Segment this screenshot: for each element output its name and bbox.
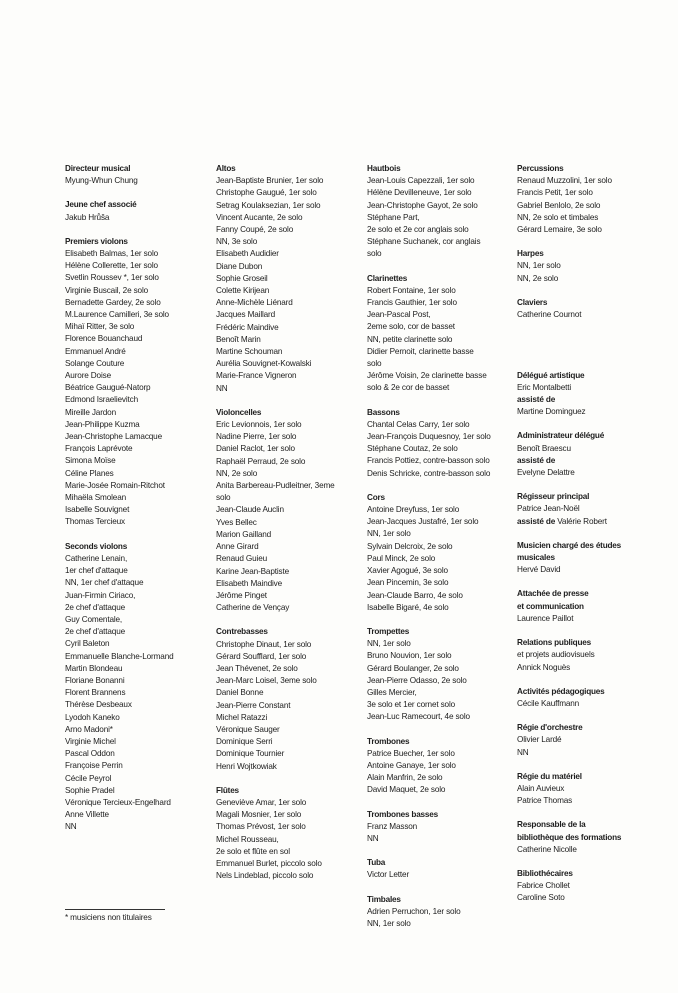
staff-line: Bruno Nouvion, 1er solo	[367, 651, 452, 661]
staff-line: Karine Jean-Baptiste	[216, 566, 290, 576]
staff-line: solo	[216, 493, 231, 503]
staff-line: Aurore Doise	[65, 371, 111, 381]
staff-line: NN	[517, 747, 529, 757]
staff-line: Anita Barbereau-Pudleitner, 3eme	[216, 481, 335, 491]
section-title: Trompettes	[367, 626, 410, 636]
staff-line: Elisabeth Audidier	[216, 249, 279, 259]
section-title: Régie d'orchestre	[517, 723, 583, 733]
staff-line: Jean-Pascal Post,	[367, 310, 431, 320]
staff-section	[517, 868, 667, 905]
staff-line: Yves Bellec	[216, 517, 257, 527]
staff-line: Béatrice Gaugué-Natorp	[65, 383, 151, 393]
staff-line: Benoît Braescu	[517, 443, 571, 453]
staff-line: Cécile Kauffmann	[517, 698, 580, 708]
staff-line: Jean-François Duquesnoy, 1er solo	[367, 432, 491, 442]
section-title: Activités pédagogiques	[517, 686, 605, 696]
staff-line: Patrice Jean-Noël	[517, 504, 580, 514]
staff-line: Caroline Soto	[517, 893, 565, 903]
staff-section	[367, 163, 509, 261]
staff-line: Didier Pernoit, clarinette basse	[367, 346, 474, 356]
section-title: Administrateur délégué	[517, 431, 605, 441]
staff-line: Florent Brannens	[65, 688, 126, 698]
staff-section	[65, 541, 205, 834]
staff-line: 2e solo et flûte en sol	[216, 846, 290, 856]
staff-line: NN, petite clarinette solo	[367, 334, 453, 344]
staff-line: Laurence Paillot	[517, 613, 574, 623]
staff-line: Jean-Christophe Gayot, 2e solo	[367, 200, 478, 210]
section-title: Régie du matériel	[517, 771, 582, 781]
staff-line: solo	[367, 359, 382, 369]
staff-line: Daniel Raclot, 1er solo	[216, 444, 295, 454]
section-title: Responsable de la	[517, 820, 586, 830]
staff-line: Jean-Christophe Lamacque	[65, 432, 162, 442]
staff-section	[517, 163, 667, 236]
staff-line: Juan-Firmin Ciriaco,	[65, 590, 136, 600]
section-title-cont: et communication	[517, 601, 584, 611]
staff-section	[367, 736, 509, 797]
section-title: Premiers violons	[65, 236, 128, 246]
section-title: Trombones basses	[367, 809, 438, 819]
staff-line: Dominique Tournier	[216, 749, 285, 759]
staff-line: Cécile Peyrol	[65, 773, 112, 783]
staff-section	[216, 785, 356, 883]
section-title: Bassons	[367, 407, 400, 417]
staff-line: Franz Masson	[367, 821, 418, 831]
staff-line: Dominique Serri	[216, 737, 273, 747]
staff-line: Alain Auvieux	[517, 783, 565, 793]
section-title: Cors	[367, 492, 385, 502]
staff-line: Hélène Collerette, 1er solo	[65, 261, 158, 271]
assistant-label: assisté de	[517, 455, 556, 465]
staff-line: Renaud Guieu	[216, 554, 268, 564]
staff-line: Jérôme Pinget	[216, 590, 267, 600]
staff-line: Anne Villette	[65, 810, 109, 820]
section-title: Violoncelles	[216, 407, 262, 417]
staff-line: Fanny Coupé, 2e solo	[216, 225, 294, 235]
section-title: Directeur musical	[65, 164, 131, 173]
staff-line: Elisabeth Balmas, 1er solo	[65, 249, 159, 259]
staff-line: Jérôme Voisin, 2e clarinette basse	[367, 371, 487, 381]
staff-line: Paul Minck, 2e solo	[367, 553, 436, 563]
staff-line: Isabelle Souvignet	[65, 505, 130, 515]
section-title: Clarinettes	[367, 273, 408, 283]
column-2	[216, 163, 356, 882]
staff-line: Christophe Gaugué, 1er solo	[216, 188, 317, 198]
staff-line: Gabriel Benlolo, 2e solo	[517, 200, 601, 210]
staff-section	[517, 819, 667, 856]
staff-line: Hervé David	[517, 565, 561, 575]
staff-section	[367, 273, 509, 395]
staff-line: Jean-Louis Capezzali, 1er solo	[367, 176, 475, 186]
staff-line: Guy Comentale,	[65, 614, 123, 624]
staff-line: Raphaël Perraud, 2e solo	[216, 456, 306, 466]
staff-line: François Laprévote	[65, 444, 133, 454]
staff-line: Lyodoh Kaneko	[65, 712, 120, 722]
staff-line: Jacques Maillard	[216, 310, 276, 320]
staff-line: Mihaï Ritter, 3e solo	[65, 322, 135, 332]
staff-line: Gilles Mercier,	[367, 687, 417, 697]
staff-line: David Maquet, 2e solo	[367, 785, 446, 795]
staff-line: Isabelle Bigaré, 4e solo	[367, 602, 449, 612]
staff-line	[517, 394, 667, 406]
staff-line: Thomas Prévost, 1er solo	[216, 822, 306, 832]
staff-line: Jean-Philippe Kuzma	[65, 419, 140, 429]
staff-line: Virginie Buscail, 2e solo	[65, 285, 149, 295]
staff-section	[517, 637, 667, 674]
staff-line: Anne Girard	[216, 542, 259, 552]
staff-line: NN	[65, 822, 77, 832]
staff-line: NN, 1er chef d'attaque	[65, 578, 144, 588]
staff-line: Gérard Soufflard, 1er solo	[216, 651, 307, 661]
staff-line: Annick Noguès	[517, 662, 571, 672]
section-title: Tuba	[367, 858, 386, 868]
staff-line: Catherine de Vençay	[216, 603, 290, 613]
staff-line: Frédéric Maindive	[216, 322, 279, 332]
section-title-cont: bibliothèque des formations	[517, 832, 622, 842]
staff-line: Antoine Dreyfuss, 1er solo	[367, 505, 460, 515]
staff-line: Jean-Pierre Odasso, 2e solo	[367, 675, 467, 685]
column-3	[367, 163, 509, 930]
staff-line: Céline Planes	[65, 468, 114, 478]
staff-line: Myung-Whun Chung	[65, 176, 138, 186]
staff-line	[517, 345, 667, 357]
staff-line: Olivier Lardé	[517, 735, 562, 745]
staff-section	[517, 297, 667, 321]
staff-line: Simona Moïse	[65, 456, 116, 466]
staff-line: Sophie Groseil	[216, 273, 268, 283]
staff-line: 2eme solo, cor de basset	[367, 322, 455, 332]
staff-line: Patrice Buecher, 1er solo	[367, 748, 455, 758]
staff-section	[216, 163, 356, 395]
staff-line: et projets audiovisuels	[517, 650, 595, 660]
staff-line: Jean-Marc Loisel, 3eme solo	[216, 676, 317, 686]
assistant-name: Valérie Robert	[555, 516, 607, 526]
staff-section	[367, 407, 509, 480]
staff-section	[517, 722, 667, 759]
staff-line: Emmanuelle Blanche-Lormand	[65, 651, 174, 661]
staff-section	[517, 588, 667, 625]
staff-line: Aurélia Souvignet-Kowalski	[216, 359, 312, 369]
staff-line: Emmanuel André	[65, 346, 126, 356]
staff-section	[216, 407, 356, 614]
column-1	[65, 163, 205, 834]
staff-line: Sophie Pradel	[65, 785, 115, 795]
staff-line: Thérèse Desbeaux	[65, 700, 132, 710]
section-title: Délégué artistique	[517, 370, 585, 380]
staff-line: Victor Letter	[367, 870, 410, 880]
section-title: Timbales	[367, 894, 401, 904]
staff-line: NN, 1er solo	[367, 529, 411, 539]
staff-line: Marie-France Vigneron	[216, 371, 297, 381]
staff-line: Stéphane Coutaz, 2e solo	[367, 444, 458, 454]
staff-line: Jean-Baptiste Brunier, 1er solo	[216, 176, 324, 186]
section-title: Trombones	[367, 736, 410, 746]
staff-line: Daniel Bonne	[216, 688, 264, 698]
staff-line	[517, 516, 667, 528]
staff-line: Jakub Hrůša	[65, 212, 110, 222]
staff-line: Renaud Muzzolini, 1er solo	[517, 176, 612, 186]
staff-line: 1er chef d'attaque	[65, 566, 128, 576]
staff-line: Adrien Perruchon, 1er solo	[367, 906, 461, 916]
staff-line: Alain Manfrin, 2e solo	[367, 773, 443, 783]
staff-section	[517, 430, 667, 479]
staff-line: Marion Gailland	[216, 529, 272, 539]
staff-line: Florence Bouanchaud	[65, 334, 143, 344]
staff-section	[367, 809, 509, 846]
section-title: Relations publiques	[517, 638, 591, 648]
staff-line: Martine Dominguez	[517, 407, 586, 417]
staff-line: Stéphane Suchanek, cor anglais	[367, 237, 481, 247]
staff-line: Gérard Lemaire, 3e solo	[517, 225, 602, 235]
staff-line: Jean-Pierre Constant	[216, 700, 291, 710]
staff-section	[65, 199, 205, 223]
staff-line: Diane Dubon	[216, 261, 263, 271]
staff-line: Solange Couture	[65, 358, 125, 368]
staff-line: Antoine Ganaye, 1er solo	[367, 760, 456, 770]
staff-line: Chantal Celas Carry, 1er solo	[367, 419, 470, 429]
staff-line: M.Laurence Camilleri, 3e solo	[65, 310, 169, 320]
staff-line: Jean Pincemin, 3e solo	[367, 578, 449, 588]
staff-line: Gérard Boulanger, 2e solo	[367, 663, 459, 673]
staff-section	[65, 236, 205, 529]
staff-line: NN	[216, 383, 228, 393]
section-title: Contrebasses	[216, 627, 268, 637]
staff-line: Christophe Dinaut, 1er solo	[216, 639, 312, 649]
section-title: Régisseur principal	[517, 492, 590, 502]
staff-line: Michel Ratazzi	[216, 712, 268, 722]
staff-line: Sylvain Delcroix, 2e solo	[367, 541, 453, 551]
staff-line: 2e chef d'attaque	[65, 602, 126, 612]
staff-section	[517, 771, 667, 808]
staff-line: Magali Mosnier, 1er solo	[216, 810, 302, 820]
assistant-label: assisté de	[517, 395, 556, 405]
staff-line: Martin Blondeau	[65, 663, 123, 673]
staff-line: Martine Schouman	[216, 347, 283, 357]
staff-section	[367, 894, 509, 931]
staff-section	[517, 540, 667, 577]
staff-line: Setrag Koulaksezian, 1er solo	[216, 200, 321, 210]
staff-line: Nadine Pierre, 1er solo	[216, 432, 297, 442]
staff-line: NN, 2e solo	[517, 273, 559, 283]
staff-section	[517, 491, 667, 528]
staff-line	[517, 455, 667, 467]
staff-section	[367, 857, 509, 881]
staff-line: Emmanuel Burlet, piccolo solo	[216, 858, 322, 868]
staff-line: Francis Pottiez, contre-basson solo	[367, 456, 490, 466]
staff-line: NN, 1er solo	[517, 261, 561, 271]
staff-line: NN	[367, 833, 379, 843]
staff-section	[517, 333, 667, 357]
staff-line: Edmond Israelievitch	[65, 395, 138, 405]
staff-line: Svetlin Roussev *, 1er solo	[65, 273, 159, 283]
section-title: Jeune chef associé	[65, 200, 137, 210]
staff-line: Anne-Michèle Liénard	[216, 298, 293, 308]
staff-section	[367, 626, 509, 724]
staff-line: Jean Thévenet, 2e solo	[216, 663, 298, 673]
staff-line: Arno Madoni*	[65, 724, 113, 734]
staff-line: Elisabeth Maindive	[216, 578, 283, 588]
staff-line: Floriane Bonanni	[65, 675, 125, 685]
staff-line: Véronique Sauger	[216, 724, 280, 734]
staff-line: Colette Kirijean	[216, 286, 270, 296]
section-title-cont: musicales	[517, 553, 555, 563]
staff-line: Xavier Agogué, 3e solo	[367, 566, 448, 576]
staff-line: Benoît Marin	[216, 334, 261, 344]
staff-line: Catherine Lenain,	[65, 553, 128, 563]
staff-line: Jean-Luc Ramecourt, 4e solo	[367, 712, 470, 722]
staff-line: 2e solo et 2e cor anglais solo	[367, 225, 469, 235]
section-title: Bibliothécaires	[517, 868, 573, 878]
section-title: Musicien chargé des études	[517, 540, 622, 550]
staff-line: NN, 1er solo	[367, 918, 411, 928]
section-title: Percussions	[517, 164, 564, 173]
staff-line: Denis Schricke, contre-basson solo	[367, 468, 491, 478]
staff-line: NN, 3e solo	[216, 237, 258, 247]
staff-line: solo & 2e cor de basset	[367, 383, 450, 393]
staff-line: Bernadette Gardey, 2e solo	[65, 297, 161, 307]
staff-line: Virginie Michel	[65, 736, 116, 746]
assistant-label: assisté de	[517, 516, 556, 526]
section-title: Altos	[216, 164, 236, 173]
staff-line: Francis Gauthier, 1er solo	[367, 298, 457, 308]
staff-line: Véronique Tercieux-Engelhard	[65, 797, 171, 807]
footnote: * musiciens non titulaires	[65, 913, 152, 922]
staff-line: Catherine Cournot	[517, 310, 582, 320]
staff-line: Vincent Aucante, 2e solo	[216, 212, 303, 222]
staff-line: Mihaëla Smolean	[65, 493, 127, 503]
staff-line: Mireille Jardon	[65, 407, 116, 417]
staff-line: Jean-Jacques Justafré, 1er solo	[367, 517, 479, 527]
staff-line: Robert Fontaine, 1er solo	[367, 285, 456, 295]
staff-line: Jean-Claude Barro, 4e solo	[367, 590, 463, 600]
staff-line: Henri Wojtkowiak	[216, 761, 277, 771]
section-title: Flûtes	[216, 785, 239, 795]
staff-line: Stéphane Part,	[367, 212, 420, 222]
section-title: Seconds violons	[65, 541, 128, 551]
section-title: Hautbois	[367, 164, 401, 173]
section-title: Claviers	[517, 297, 548, 307]
staff-line: NN, 2e solo et timbales	[517, 212, 599, 222]
staff-line: Francis Petit, 1er solo	[517, 188, 593, 198]
staff-section	[517, 370, 667, 419]
staff-line: Marie-Josée Romain-Ritchot	[65, 480, 165, 490]
staff-line: Cyril Baleton	[65, 639, 110, 649]
staff-line: NN, 2e solo	[216, 468, 258, 478]
footnote-rule	[65, 909, 165, 910]
staff-line: Michel Rousseau,	[216, 834, 279, 844]
staff-line: Thomas Tercieux	[65, 517, 125, 527]
staff-section	[367, 492, 509, 614]
staff-line: solo	[367, 249, 382, 259]
staff-line: Pascal Oddon	[65, 749, 115, 759]
staff-line: Françoise Perrin	[65, 761, 123, 771]
staff-line: Jean-Claude Auclin	[216, 505, 284, 515]
section-title: Attachée de presse	[517, 589, 589, 599]
staff-line: Geneviève Amar, 1er solo	[216, 797, 307, 807]
column-4	[517, 163, 667, 905]
staff-line: Nels Lindeblad, piccolo solo	[216, 871, 314, 881]
staff-section	[517, 248, 667, 285]
staff-line: Patrice Thomas	[517, 796, 573, 806]
staff-line: Hélène Devilleneuve, 1er solo	[367, 188, 472, 198]
staff-line: Evelyne Delattre	[517, 468, 575, 478]
section-title: Harpes	[517, 249, 544, 259]
staff-section	[517, 686, 667, 710]
staff-line: 3e solo et 1er cornet solo	[367, 700, 456, 710]
staff-line: Eric Levionnois, 1er solo	[216, 420, 302, 430]
staff-line	[517, 333, 667, 345]
staff-section	[65, 163, 205, 187]
staff-line: Eric Montalbetti	[517, 382, 572, 392]
staff-line: Fabrice Chollet	[517, 881, 570, 891]
staff-section	[216, 626, 356, 772]
staff-line: 2e chef d'attaque	[65, 627, 126, 637]
staff-line: Catherine Nicolle	[517, 844, 577, 854]
staff-line: NN, 1er solo	[367, 639, 411, 649]
